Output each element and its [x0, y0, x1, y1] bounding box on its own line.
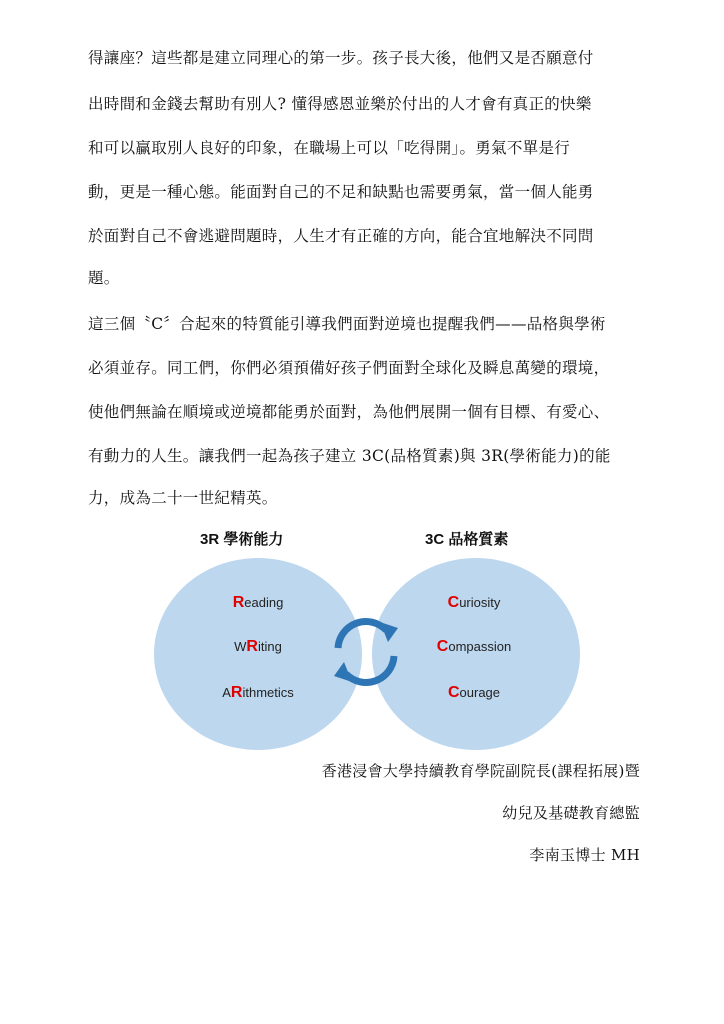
left-item-arithmetics: ARithmetics [222, 684, 294, 701]
3r-3c-diagram [150, 522, 590, 752]
signature-position: 幼兒及基礎教育總監 [502, 804, 640, 822]
right-item-curiosity: Curiosity [447, 594, 501, 611]
right-column-title: 3C 品格質素 [425, 531, 509, 548]
text-line: 力，成為二十一世紀精英。 [88, 489, 278, 507]
text-line: 出時間和金錢去幫助有別人? 懂得感恩並樂於付出的人才會有真正的快樂 [88, 95, 592, 113]
text-line: 於面對自己不會逃避問題時，人生才有正確的方向，能合宜地解決不同問 [88, 227, 594, 245]
signature-name: 李南玉博士 MH [529, 846, 640, 864]
text-line: 動，更是一種心態。能面對自己的不足和缺點也需要勇氣，當一個人能勇 [88, 183, 594, 201]
text-line: 得讓座？這些都是建立同理心的第一步。孩子長大後，他們又是否願意付 [88, 49, 594, 67]
text-line: 使他們無論在順境或逆境都能勇於面對，為他們展開一個有目標、有愛心、 [88, 403, 610, 421]
text-line: 這三個〝C〞合起來的特質能引導我們面對逆境也提醒我們——品格與學術 [88, 315, 606, 333]
signature-title: 香港浸會大學持續教育學院副院長(課程拓展)暨 [321, 762, 640, 780]
right-item-courage: Courage [447, 684, 501, 701]
cycle-arrows-icon [328, 614, 404, 690]
text-line: 題。 [88, 269, 120, 287]
text-line: 有動力的人生。讓我們一起為孩子建立 3C(品格質素)與 3R(學術能力)的能 [88, 447, 611, 465]
right-item-compassion: Compassion [436, 638, 512, 655]
text-line: 必須並存。同工們，你們必須預備好孩子們面對全球化及瞬息萬變的環境， [88, 359, 610, 377]
left-item-reading: Reading [232, 594, 284, 611]
left-column-title: 3R 學術能力 [200, 531, 284, 548]
left-item-writing: WRiting [234, 638, 282, 655]
text-line: 和可以贏取別人良好的印象，在職場上可以「吃得開」。勇氣不單是行 [88, 139, 571, 157]
